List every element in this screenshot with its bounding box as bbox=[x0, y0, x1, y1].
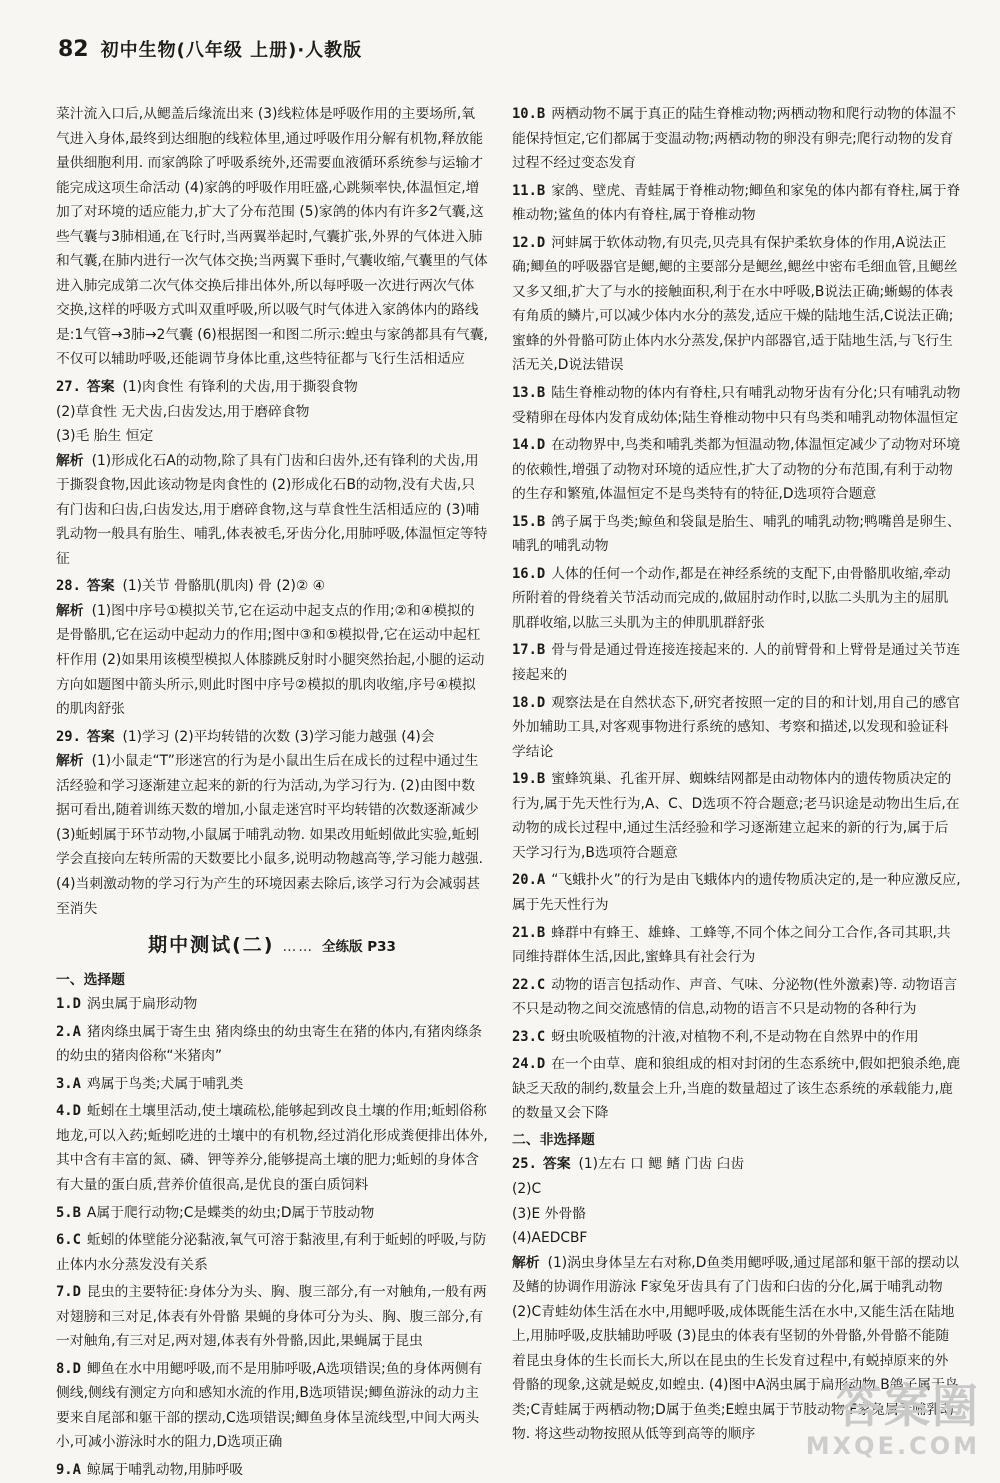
site-watermark bbox=[774, 1380, 980, 1466]
explanation-label: 解析 bbox=[512, 1254, 540, 1271]
question-number: 9.A bbox=[56, 1461, 81, 1478]
answer-text: A属于爬行动物;C是蝶类的幼虫;D属于节肢动物 bbox=[86, 1204, 375, 1221]
question-number: 19.B bbox=[512, 771, 546, 788]
question-number: 12.D bbox=[512, 234, 546, 251]
question-number: 21.B bbox=[512, 924, 546, 941]
exam-page-reference: 全练版 P33 bbox=[322, 939, 396, 956]
answer-text: 两栖动物不属于真正的陆生脊椎动物;两栖动物和爬行动物的体温不能保持恒定,它们都属于变温动物;两栖动物的卵没有卵壳;爬行动物的发育过程不经过变态发育 bbox=[512, 106, 956, 172]
answer-line: (4)AEDCBF bbox=[512, 1230, 588, 1247]
page-header bbox=[58, 36, 362, 62]
answer-text: 鲫鱼在水中用鳃呼吸,而不是用肺呼吸,A选项错误;鱼的身体两侧有侧线,侧线有测定方向和感知水流的作用,B选项错误;鲫鱼游泳的动力主要来自尾部和躯干部的摆动,C选项错误;鲫鱼身体呈流线型,中间大两头小,可减小游泳时水的阻力,D选项正确 bbox=[56, 1360, 483, 1451]
question-number: 18.D bbox=[512, 694, 546, 711]
answer-label: 答案 bbox=[542, 1156, 571, 1173]
answer-text: 鲸属于哺乳动物,用肺呼吸 bbox=[86, 1461, 244, 1478]
question-number: 7.D bbox=[56, 1284, 81, 1301]
answer-text: 蚜虫吮吸植物的汁液,对植物不利,不是动物在自然界中的作用 bbox=[551, 1028, 919, 1045]
question-number: 17.B bbox=[512, 642, 546, 659]
page-number: 82 bbox=[58, 37, 89, 62]
answer-label: 答案 bbox=[86, 578, 115, 595]
answer-text: 动物的语言包括动作、声音、气味、分泌物(性外激素)等. 动物语言不只是动物之间交流感情的信息,动物的语言不只是动物的各种行为 bbox=[512, 976, 958, 1018]
question-number: 28. bbox=[56, 578, 81, 595]
answer-text: 人体的任何一个动作,都是在神经系统的支配下,由骨骼肌收缩,牵动所附着的骨绕着关节活动而完成的,做屈肘动作时,以肱二头肌为主的屈肌肌群收缩,以肱三头肌为主的伸肌肌群舒张 bbox=[512, 565, 951, 631]
section-heading-nonchoice: 二、非选择题 bbox=[512, 1131, 595, 1148]
question-number: 2.A bbox=[56, 1023, 81, 1040]
answer-line: (3)毛 胎生 恒定 bbox=[56, 428, 154, 445]
answer-label: 答案 bbox=[86, 728, 115, 745]
question-number: 10.B bbox=[512, 106, 546, 122]
explanation-text: (1)小鼠走“T”形迷宫的行为是小鼠出生后在成长的过程中通过生活经验和学习逐渐建立起来的新的行为活动,为学习行为. (2)由图中数据可看出,随着训练天数的增加,小鼠走迷宫时平均转错的次数逐渐减少 (3)蚯蚓属于环节动物,小鼠属于哺乳动物. 如果改用蚯蚓做此实验,蚯蚓学会直接向左转所需的天数要比小鼠多,说明动物越高等,学习能力越强. (4)当刺激动物的学习行为产生的环境因素去除后,该学习行为会减弱甚至消失 bbox=[56, 753, 484, 917]
question-number: 5.B bbox=[56, 1204, 81, 1221]
question-number: 14.D bbox=[512, 437, 546, 454]
answer-line: (3)E 外骨骼 bbox=[512, 1205, 587, 1222]
answer-line: (2)草食性 无犬齿,臼齿发达,用于磨碎食物 bbox=[56, 403, 310, 420]
question-number: 29. bbox=[56, 728, 81, 745]
exam-heading bbox=[56, 933, 488, 960]
answer-text: 蜜蜂筑巢、孔雀开屏、蜘蛛结网都是由动物体内的遗传物质决定的行为,属于先天性行为,A、C、D选项不符合题意;老马识途是动物出生后,在动物的成长过程中,通过生活经验和学习逐渐建立起来的新的行为,属于后天学习行为,B选项符合题意 bbox=[512, 771, 960, 861]
answer-text: 在动物界中,鸟类和哺乳类都为恒温动物,体温恒定减少了动物对环境的依赖性,增强了动物对环境的适应性,扩大了动物的分布范围,有利于动物的生存和繁殖,体温恒定不是鸟类特有的特征,D选项符合题意 bbox=[512, 437, 961, 503]
question-number: 16.D bbox=[512, 565, 546, 582]
question-number: 3.A bbox=[56, 1075, 81, 1092]
question-number: 4.D bbox=[56, 1103, 81, 1120]
answer-text: 蜂群中有蜂王、雄蜂、工蜂等,不同个体之间分工合作,各司其职,共同维持群体生活,因此,蜜蜂具有社会行为 bbox=[512, 924, 951, 966]
watermark-url: MXQE.COM bbox=[805, 1432, 980, 1460]
book-title: 初中生物(八年级 上册)·人教版 bbox=[100, 40, 363, 61]
answer-text: 鸽子属于鸟类;鲸鱼和袋鼠是胎生、哺乳的哺乳动物;鸭嘴兽是卵生、哺乳的哺乳动物 bbox=[512, 513, 961, 555]
question-number: 25. bbox=[512, 1156, 537, 1173]
answer-text: 河蚌属于软体动物,有贝壳,贝壳具有保护柔软身体的作用,A说法正确;鲫鱼的呼吸器官是鳃,鳃的主要部分是鳃丝,鳃丝中密布毛细血管,且鳃丝又多又细,扩大了与水的接触面积,利于在水中呼吸,B说法正确;蜥蜴的体表有角质的鳞片,可以减少体内水分的蒸发,适应干燥的陆地生活,C说法正确;蜜蜂的外骨骼可防止体内水分蒸发,保护内部器官,适于陆地生活,与飞行生活无关,D说法错误 bbox=[512, 234, 958, 374]
question-number: 23.C bbox=[512, 1028, 546, 1045]
answer-text: 在一个由草、鹿和狼组成的相对封闭的生态系统中,假如把狼杀绝,鹿缺乏天敌的制约,数量会上升,当鹿的数量超过了该生态系统的承载能力,鹿的数量又会下降 bbox=[512, 1056, 961, 1122]
answer-line: (1)肉食性 有锋利的犬齿,用于撕裂食物 bbox=[122, 379, 358, 396]
answer-line: (1)学习 (2)平均转错的次数 (3)学习能力越强 (4)会 bbox=[122, 728, 435, 745]
explanation-label: 解析 bbox=[56, 753, 84, 770]
answer-text: 蚯蚓的体壁能分泌黏液,氧气可溶于黏液里,有利于蚯蚓的呼吸,与防止体内水分蒸发没有关系 bbox=[56, 1232, 487, 1273]
section-heading-choice: 一、选择题 bbox=[56, 971, 125, 988]
question-number: 6.C bbox=[56, 1232, 81, 1249]
explanation-label: 解析 bbox=[56, 602, 84, 619]
watermark-logo: 答案圈 bbox=[836, 1379, 980, 1433]
answer-line: (1)左右 口 鳃 鳍 门齿 臼齿 bbox=[578, 1156, 745, 1173]
question-number: 20.A bbox=[512, 872, 546, 889]
answer-text: “飞蛾扑火”的行为是由飞蛾体内的遗传物质决定的,是一种应激反应,属于先天性行为 bbox=[512, 872, 961, 913]
explanation-label: 解析 bbox=[56, 452, 84, 469]
question-number: 15.B bbox=[512, 513, 546, 530]
answer-text: 观察法是在自然状态下,研究者按照一定的目的和计划,用自己的感官外加辅助工具,对客观事物进行系统的感知、考察和描述,以发现和验证科学结论 bbox=[512, 694, 961, 760]
answer-text: 蚯蚓在土壤里活动,使土壤疏松,能够起到改良土壤的作用;蚯蚓俗称地龙,可以入药;蚯蚓吃进的土壤中的有机物,经过消化形成粪便排出体外,其中含有丰富的氮、磷、钾等养分,能够提高土壤的肥力;蚯蚓的身体含有大量的蛋白质,营养价值很高,是优良的蛋白质饲料 bbox=[56, 1103, 488, 1193]
explanation-text: (1)图中序号①模拟关节,它在运动中起支点的作用;②和④模拟的是骨骼肌,它在运动中起动力的作用;图中③和⑤模拟骨,它在运动中起杠杆作用 (2)如果用该模型模拟人体膝跳反射时小腿突然抬起,小腿的运动方向如题图中箭头所示,则此时图中序号②模拟的肌肉收缩,序号④模拟的肌肉舒张 bbox=[56, 602, 485, 718]
continued-paragraph: 菜汁流入口后,从鳃盖后缘流出来 (3)线粒体是呼吸作用的主要场所,氧气进入身体,最终到达细胞的线粒体里,通过呼吸作用分解有机物,释放能量供细胞利用. 而家鸽除了呼吸系统外,还需要血液循环系统参与运输才能完成这项生命活动 (4)家鸽的呼吸作用旺盛,心跳频率快,体温恒定,增加了对环境的适应能力,扩大了分布范围 (5)家鸽的体内有许多2气囊,这些气囊与3肺相通,在飞行时,当两翼举起时,气囊扩张,外界的气体进入肺和气囊,在肺内进行一次气体交换;当两翼下垂时,气囊收缩,气囊里的气体进入肺完成第二次气体交换后排出体外,所以每呼吸一次进行两次气体交换,这样的呼吸方式叫双重呼吸,所以吸气时气体进入家鸽体内的路线是:1气管→3肺→2气囊 (6)根据图一和图二所示:蝗虫与家鸽都具有气囊,不仅可以辅助呼吸,还能调节身体比重,这些特征都与飞行生活相适应 bbox=[56, 106, 488, 368]
exam-leader-dots: …… bbox=[282, 939, 315, 956]
answer-text: 涡虫属于扁形动物 bbox=[86, 996, 198, 1013]
answer-text: 陆生脊椎动物的体内有脊柱,只有哺乳动物牙齿有分化;只有哺乳动物受精卵在母体内发育成幼体;陆生脊椎动物中只有鸟类和哺乳动物体温恒定 bbox=[512, 385, 961, 426]
exam-title: 期中测试(二) bbox=[148, 934, 275, 957]
left-column bbox=[56, 102, 488, 1483]
question-27 bbox=[56, 375, 488, 571]
question-number: 22.C bbox=[512, 976, 546, 993]
question-number: 8.D bbox=[56, 1360, 81, 1377]
right-column bbox=[512, 102, 962, 1447]
question-number: 27. bbox=[56, 379, 81, 396]
answer-line: (1)关节 骨骼肌(肌肉) 骨 (2)② ④ bbox=[122, 578, 326, 595]
question-number: 24.D bbox=[512, 1056, 546, 1073]
question-number: 11.B bbox=[512, 182, 546, 199]
answer-label: 答案 bbox=[86, 379, 115, 396]
question-number: 13.B bbox=[512, 385, 546, 402]
explanation-text: (1)形成化石A的动物,除了具有门齿和臼齿外,还有锋利的犬齿,用于撕裂食物,因此该动物是肉食性的 (2)形成化石B的动物,没有犬齿,只有门齿和臼齿,臼齿发达,用于磨碎食物,这与草食性生活相适应的 (3)哺乳动物一般具有胎生、哺乳,体表被毛,牙齿分化,用肺呼吸,体温恒定等特征 bbox=[56, 452, 488, 567]
answer-text: 昆虫的主要特征:身体分为头、胸、腹三部分,有一对触角,一般有两对翅膀和三对足,体表有外骨骼 果蝇的身体可分为头、胸、腹三部分,有一对触角,有三对足,两对翅,体表有外骨骼,因此,果蝇属于昆虫 bbox=[56, 1284, 487, 1350]
answer-line: (2)C bbox=[512, 1180, 542, 1197]
answer-text: 骨与骨是通过骨连接连接起来的. 人的前臂骨和上臂骨是通过关节连接起来的 bbox=[512, 642, 961, 684]
answer-text: 猪肉绦虫属于寄生虫 猪肉绦虫的幼虫寄生在猪的体内,有猪肉绦条的幼虫的猪肉俗称“米猪肉” bbox=[56, 1023, 483, 1065]
question-number: 1.D bbox=[56, 996, 81, 1013]
answer-text: 家鸽、壁虎、青蛙属于脊椎动物;鲫鱼和家兔的体内都有脊柱,属于脊椎动物;鲨鱼的体内有脊柱,属于脊椎动物 bbox=[512, 182, 961, 224]
question-29 bbox=[56, 725, 488, 921]
answer-text: 鸡属于鸟类;犬属于哺乳类 bbox=[86, 1075, 244, 1092]
question-28 bbox=[56, 574, 488, 721]
explanation-text: (1)涡虫身体呈左右对称,D鱼类用鳃呼吸,通过尾部和躯干部的摆动以及鳍的协调作用游泳 F家兔牙齿具有了门齿和臼齿的分化,属于哺乳动物 (2)C青蛙幼体生活在水中,用鳃呼吸,成体既能生活在水中,又能生活在陆地上,用肺呼吸,皮肤辅助呼吸 (3)昆虫的体表有坚韧的外骨骼,外骨骼不能随着昆虫身体的生长而长大,所以在昆虫的生长发育过程中,有蜕掉原来的外骨骼的现象,这就是蜕皮,如蝗虫. (4)图中A涡虫属于扁形动物,B鸽子属于鸟类;C青蛙属于两栖动物;D属于鱼类;E蝗虫属于节肢动物;F家兔属于哺乳动物. 将这些动物按照从低等到高等的顺序 bbox=[512, 1254, 960, 1443]
